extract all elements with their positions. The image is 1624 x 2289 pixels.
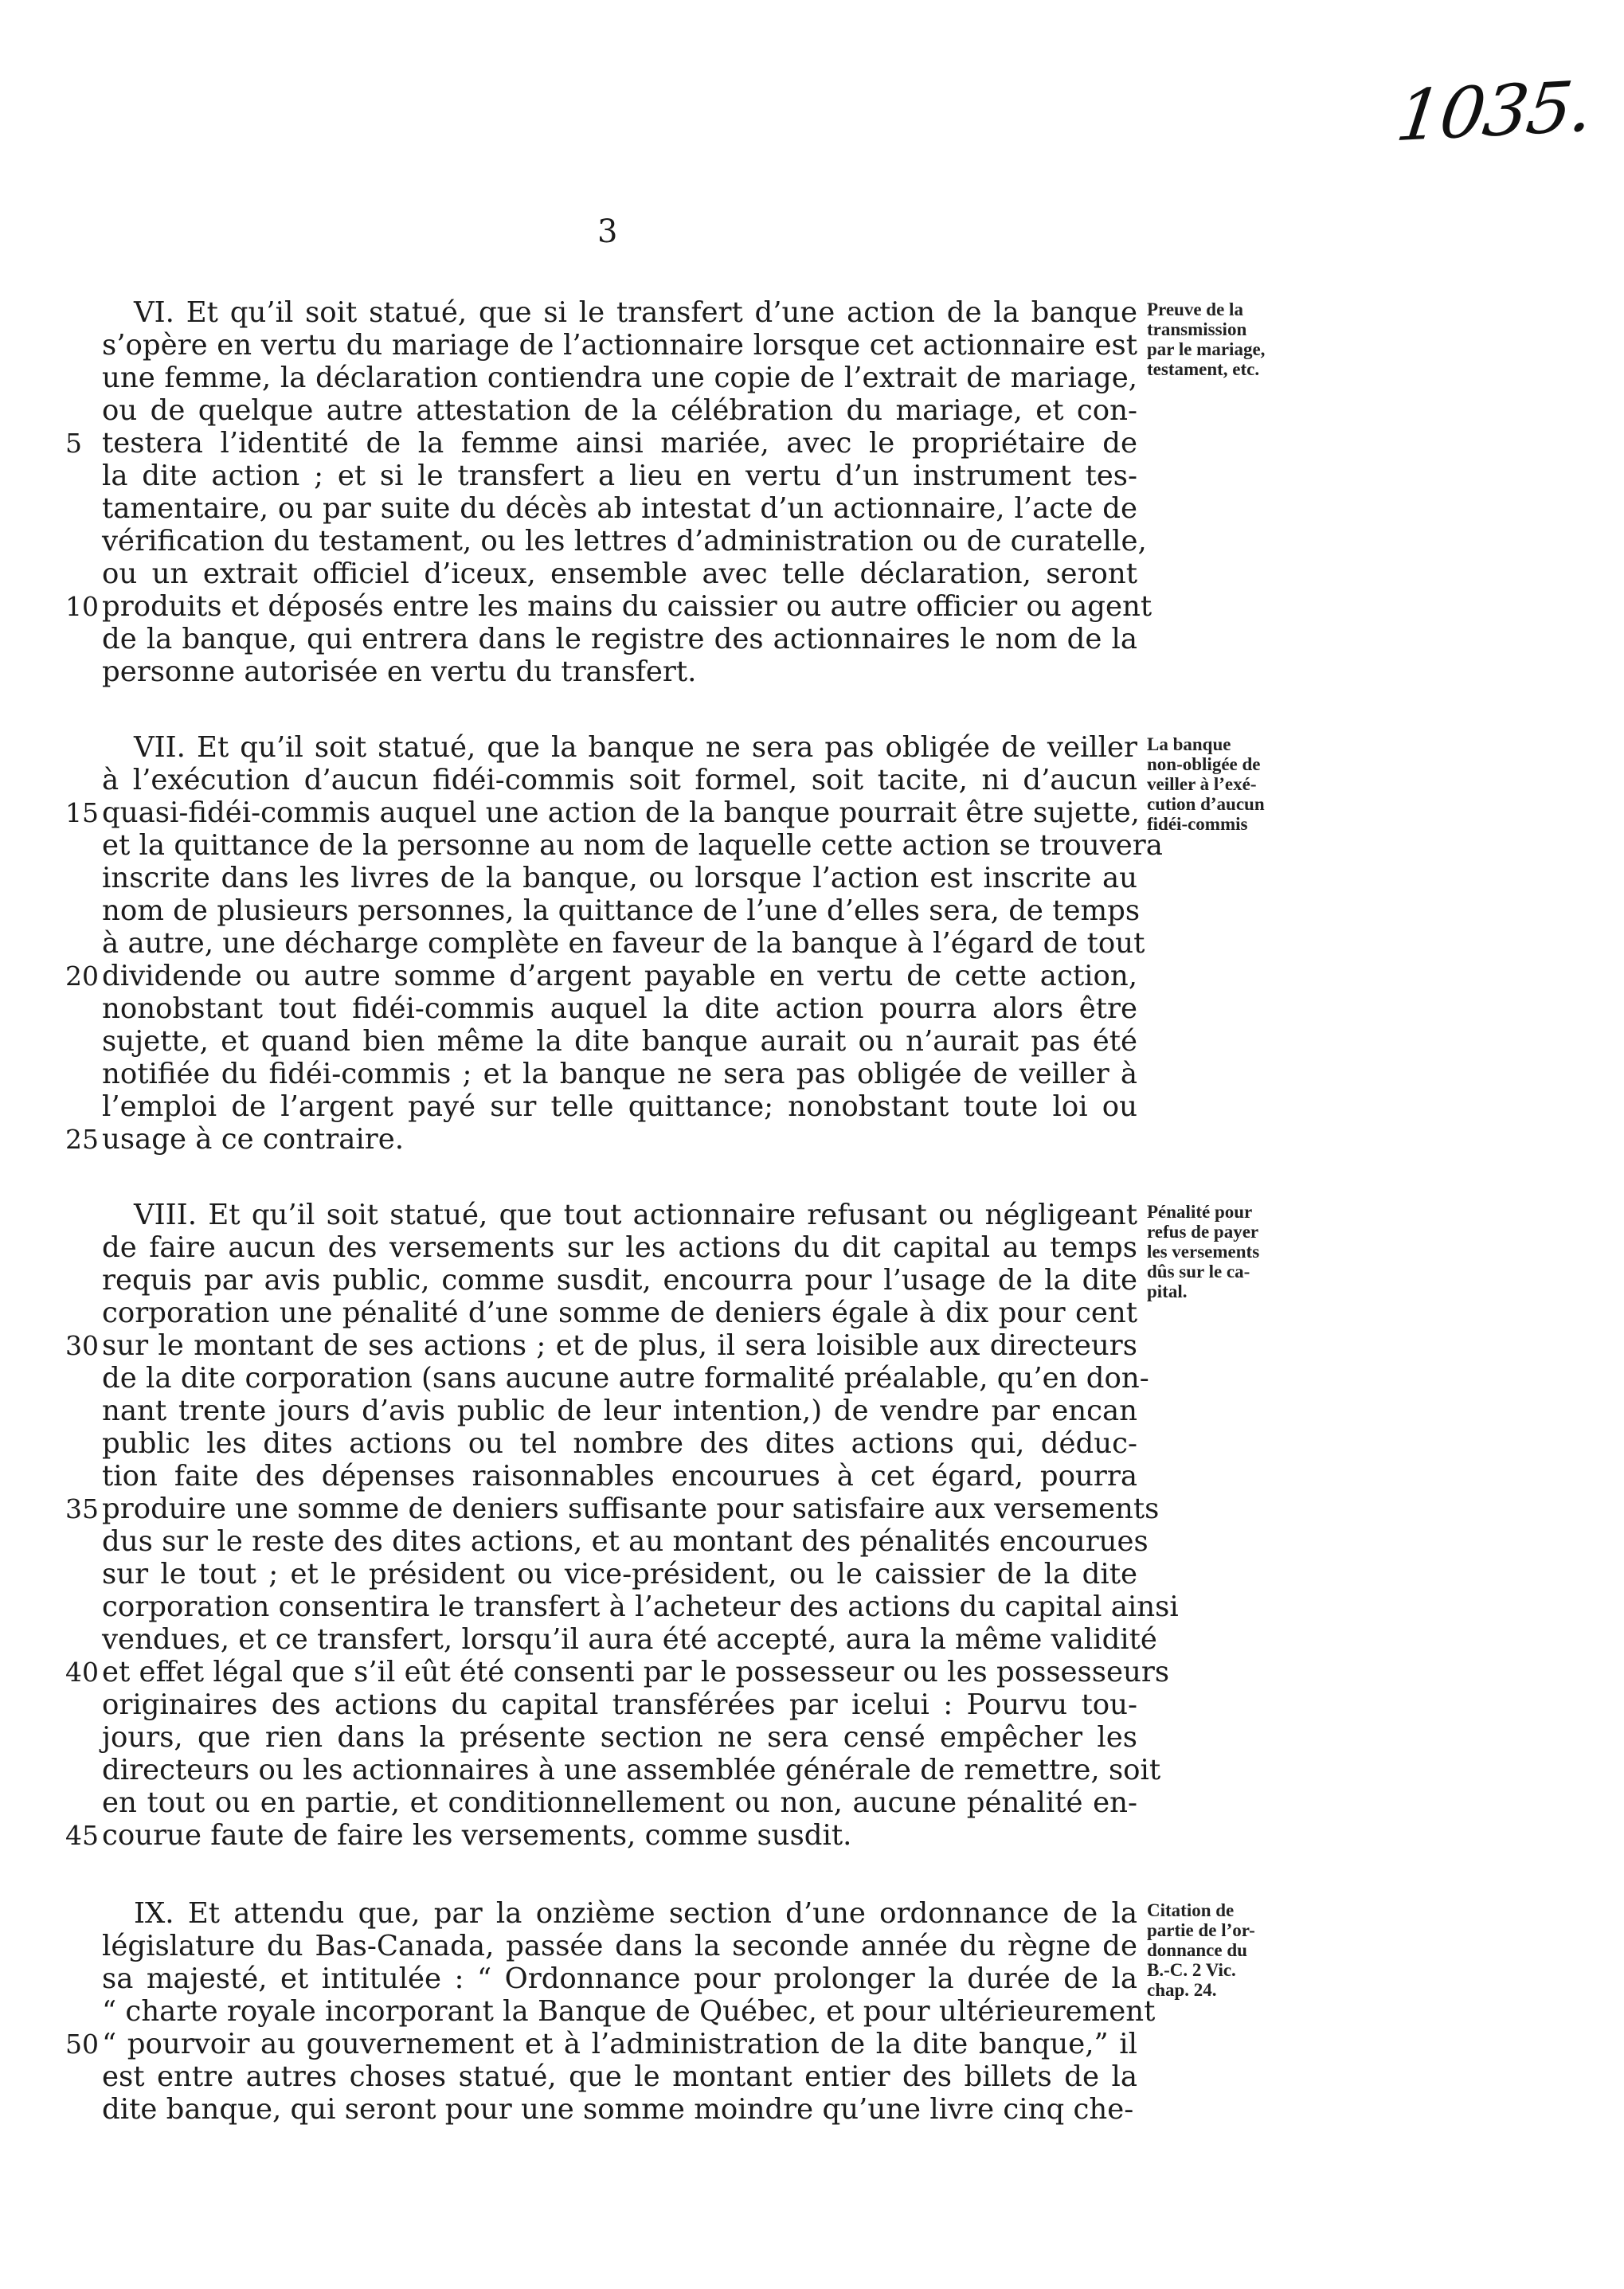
section-viii-line: sur le montant de ses actions ; et de plus, il sera loisible aux directeurs [102,1329,1137,1362]
margin-note-line: B.-C. 2 Vic. [1147,1960,1236,1980]
margin-note-line: testament, etc. [1147,359,1260,379]
margin-note-line: Citation de [1147,1900,1235,1920]
line-number: 35 [65,1493,99,1524]
margin-note-line: partie de l’or- [1147,1920,1255,1940]
section-viii-line: jours, que rien dans la présente section ne sera censé empêcher les [102,1721,1137,1754]
section-vii-margin-note [1147,734,1294,834]
margin-note-line: Pénalité pour [1147,1202,1253,1222]
section-vi-line: vérification du testament, ou les lettres d’administration ou de curatelle, [102,525,1147,558]
margin-note-line: dûs sur le ca- [1147,1262,1250,1281]
margin-note-line: cution d’aucun [1147,794,1265,814]
handwritten-folio-number: 1035. [1391,65,1597,158]
margin-note-line: veiller à l’exé- [1147,774,1257,794]
section-vii-line: sujette, et quand bien même la dite banque aurait ou n’aurait pas été [102,1025,1137,1058]
section-vii-line: nom de plusieurs personnes, la quittance de l’une d’elles sera, de temps [102,894,1141,927]
section-vii-line: quasi-fidéi-commis auquel une action de la banque pourrait être sujette, [102,796,1140,829]
section-vii-line: dividende ou autre somme d’argent payable en vertu de cette action, [102,960,1137,992]
line-number: 25 [65,1124,99,1155]
section-vi-line: tamentaire, ou par suite du décès ab intestat d’un actionnaire, l’acte de [102,492,1137,525]
line-number: 30 [65,1330,99,1361]
section-ix-line: IX. Et attendu que, par la onzième section d’une ordonnance de la [134,1897,1137,1930]
section-viii-line: de faire aucun des versements sur les actions du dit capital au temps [102,1231,1137,1264]
section-vii-line: usage à ce contraire. [102,1123,405,1156]
line-number: 15 [65,797,99,828]
section-vii-line: l’emploi de l’argent payé sur telle quittance; nonobstant toute loi ou [102,1090,1137,1123]
section-viii-line: sur le tout ; et le président ou vice-président, ou le caissier de la dite [102,1558,1137,1591]
section-vii-line: inscrite dans les livres de la banque, ou lorsque l’action est inscrite au [102,862,1137,894]
section-viii-margin-note [1147,1202,1294,1301]
line-number: 40 [65,1657,99,1688]
section-vi-line: testera l’identité de la femme ainsi mariée, avec le propriétaire de [102,427,1137,460]
section-ix-line: “ pourvoir au gouvernement et à l’administration de la dite banque,” il [102,2028,1137,2060]
section-viii-line: dus sur le reste des dites actions, et au montant des pénalités encourues [102,1525,1149,1558]
section-ix-line: est entre autres choses statué, que le montant entier des billets de la [102,2060,1137,2093]
margin-note-line: non-obligée de [1147,754,1261,774]
line-number: 5 [65,428,82,459]
section-viii-line: tion faite des dépenses raisonnables encourues à cet égard, pourra [102,1460,1137,1493]
section-ix-line: sa majesté, et intitulée : “ Ordonnance pour prolonger la durée de la [102,1962,1137,1995]
page-number: 3 [597,213,618,250]
section-vi-margin-note [1147,299,1294,379]
margin-note-line: pital. [1147,1281,1188,1301]
section-vi-line: la dite action ; et si le transfert a lieu en vertu d’un instrument tes- [102,460,1137,492]
margin-note-line: Preuve de la [1147,299,1243,319]
section-ix-line: législature du Bas-Canada, passée dans la seconde année du règne de [102,1930,1137,1962]
section-viii-line: vendues, et ce transfert, lorsqu’il aura été accepté, aura la même validité [102,1623,1157,1656]
section-viii-line: directeurs ou les actionnaires à une assemblée générale de remettre, soit [102,1754,1161,1786]
section-viii-line: nant trente jours d’avis public de leur intention,) de vendre par encan [102,1395,1137,1427]
section-viii-line: requis par avis public, comme susdit, encourra pour l’usage de la dite [102,1264,1137,1297]
section-vi-line: ou un extrait officiel d’iceux, ensemble avec telle déclaration, seront [102,558,1137,590]
section-viii-line: corporation consentira le transfert à l’acheteur des actions du capital ainsi [102,1591,1179,1623]
section-viii-line: originaires des actions du capital transférées par icelui : Pourvu tou- [102,1688,1137,1721]
line-number: 50 [65,2029,99,2060]
section-vii-line: à l’exécution d’aucun fidéi-commis soit formel, soit tacite, ni d’aucun [102,764,1137,796]
margin-note-line: refus de payer [1147,1222,1259,1242]
margin-note-line: fidéi-commis [1147,814,1248,834]
margin-note-line: chap. 24. [1147,1980,1217,2000]
line-number: 20 [65,961,99,992]
section-viii-line: VIII. Et qu’il soit statué, que tout actionnaire refusant ou négligeant [134,1199,1137,1231]
section-viii-line: public les dites actions ou tel nombre des dites actions qui, déduc- [102,1427,1137,1460]
section-vi-line: s’opère en vertu du mariage de l’actionnaire lorsque cet actionnaire est [102,329,1137,362]
section-ix-line: dite banque, qui seront pour une somme moindre qu’une livre cinq che- [102,2093,1134,2126]
margin-note-line: transmission [1147,319,1247,339]
margin-note-line: donnance du [1147,1940,1247,1960]
margin-note-line: par le mariage, [1147,339,1266,359]
section-vi-line: produits et déposés entre les mains du caissier ou autre officier ou agent [102,590,1152,623]
section-viii-line: en tout ou en partie, et conditionnellement ou non, aucune pénalité en- [102,1786,1137,1819]
section-vii-line: nonobstant tout fidéi-commis auquel la dite action pourra alors être [102,992,1137,1025]
section-ix-margin-note [1147,1900,1294,2000]
section-vii-line: à autre, une décharge complète en faveur de la banque à l’égard de tout [102,927,1145,960]
section-viii-line: courue faute de faire les versements, comme susdit. [102,1819,852,1852]
section-vi-line: de la banque, qui entrera dans le registre des actionnaires le nom de la [102,623,1137,655]
margin-note-line: les versements [1147,1242,1260,1262]
section-vi-line: une femme, la déclaration contiendra une copie de l’extrait de mariage, [102,362,1137,394]
section-vi-line: personne autorisée en vertu du transfert. [102,655,697,688]
section-viii-line: corporation une pénalité d’une somme de deniers égale à dix pour cent [102,1297,1137,1329]
section-vii-line: et la quittance de la personne au nom de laquelle cette action se trouvera [102,829,1163,862]
section-vi-line: VI. Et qu’il soit statué, que si le transfert d’une action de la banque [134,296,1137,329]
margin-note-line: La banque [1147,734,1231,754]
section-vii-line: notifiée du fidéi-commis ; et la banque ne sera pas obligée de veiller à [102,1058,1137,1090]
section-vii-line: VII. Et qu’il soit statué, que la banque ne sera pas obligée de veiller [134,731,1137,764]
line-number: 45 [65,1820,99,1851]
line-number: 10 [65,591,99,622]
section-ix-line: “ charte royale incorporant la Banque de Québec, et pour ultérieurement [102,1995,1156,2028]
section-viii-line: produire une somme de deniers suffisante pour satisfaire aux versements [102,1493,1160,1525]
section-viii-line: de la dite corporation (sans aucune autre formalité préalable, qu’en don- [102,1362,1149,1395]
section-vi-line: ou de quelque autre attestation de la célébration du mariage, et con- [102,394,1137,427]
section-viii-line: et effet légal que s’il eût été consenti par le possesseur ou les possesseurs [102,1656,1170,1688]
